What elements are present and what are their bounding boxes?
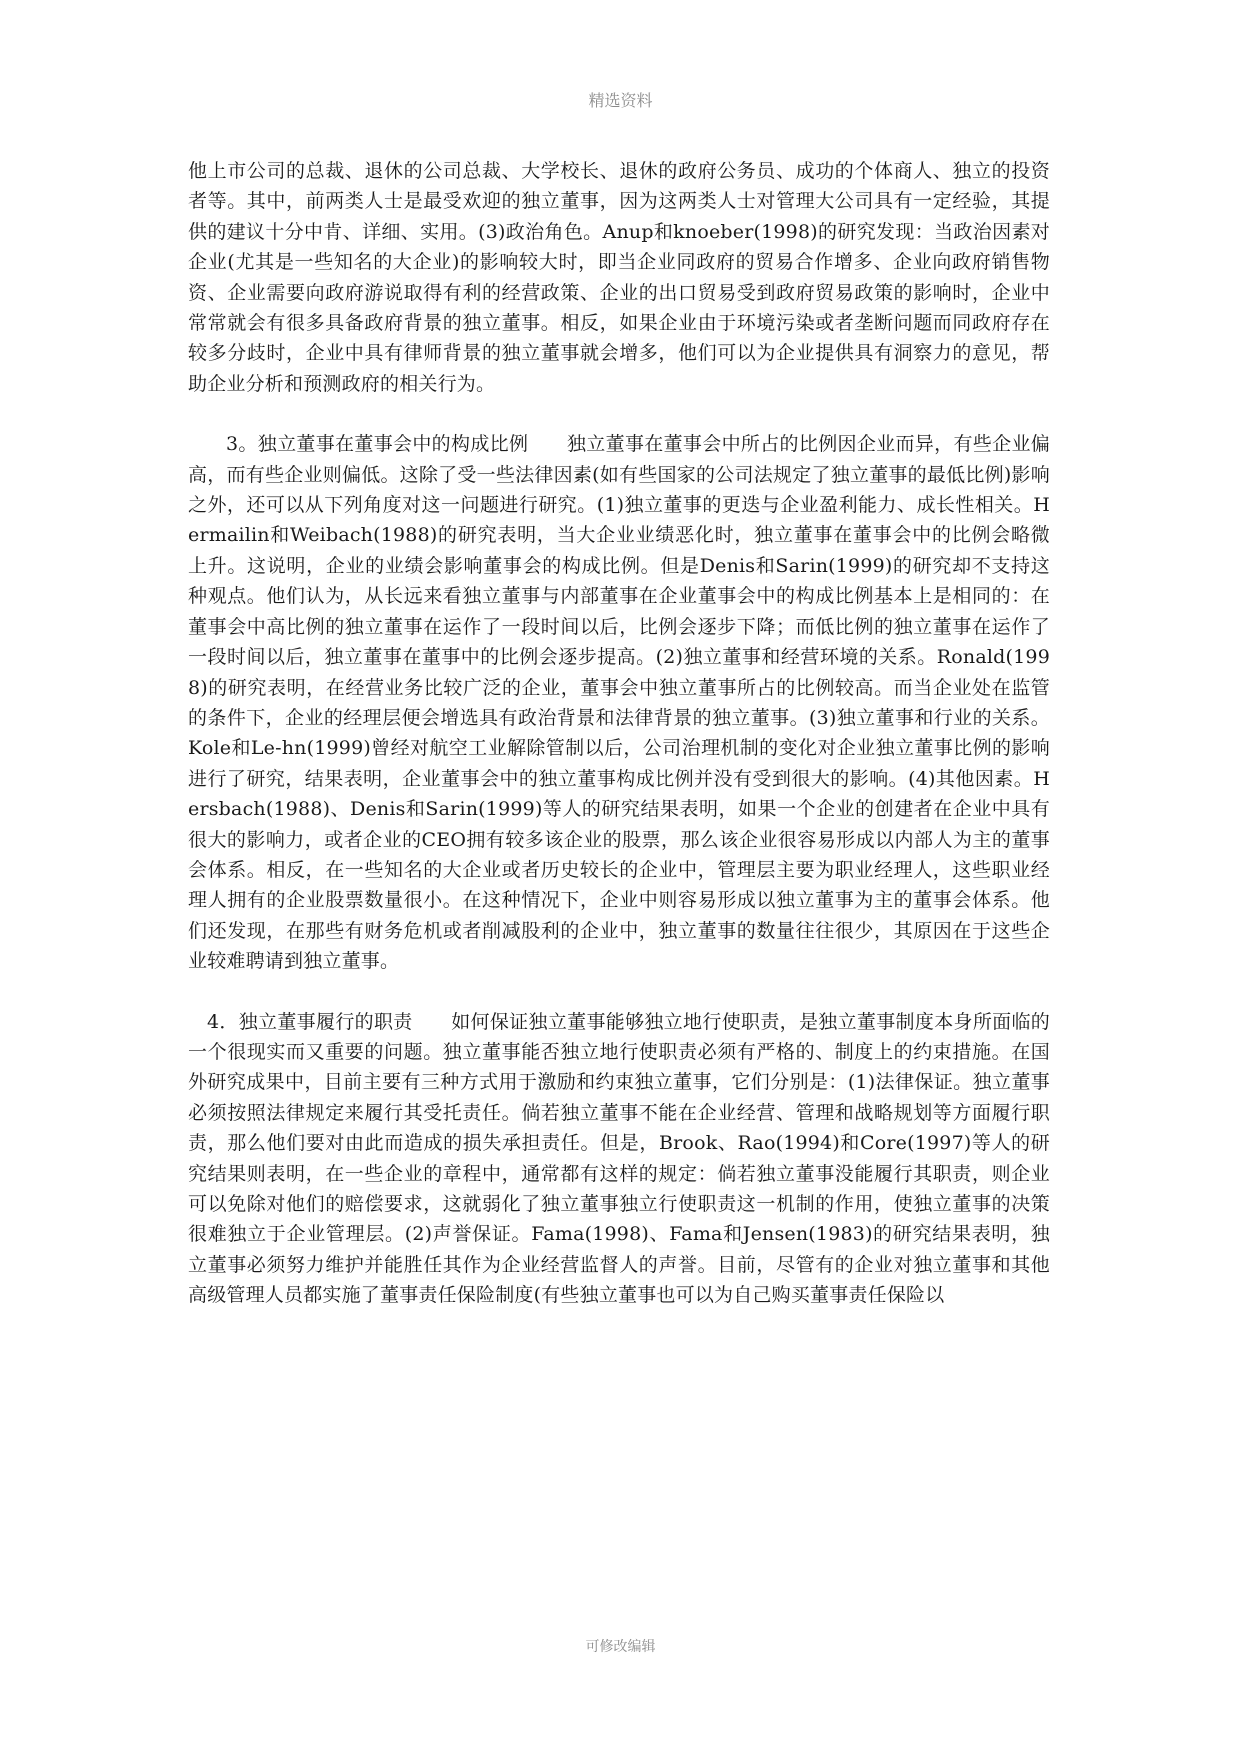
paragraph-political-role: 他上市公司的总裁、退休的公司总裁、大学校长、退休的政府公务员、成功的个体商人、独立的投资者等。其中，前两类人士是最受欢迎的独立董事，因为这两类人士对管理大公司具有一定经验，其提供的建议十分中肯、详细、实用。(3)政治角色。Anup和knoeber(1998)的研究发现：当政治因素对企业(尤其是一些知名的大企业)的影响较大时，即当企业同政府的贸易合作增多、企业向政府销售物资、企业需要向政府游说取得有利的经营政策、企业的出口贸易受到政府贸易政策的影响时，企业中常常就会有很多具备政府背景的独立董事。相反，如果企业由于环境污染或者垄断问题而同政府存在较多分歧时，企业中具有律师背景的独立董事就会增多，他们可以为企业提供具有洞察力的意见，帮助企业分析和预测政府的相关行为。 — [188, 160, 1050, 395]
page-header: 精选资料 — [588, 91, 653, 110]
paragraph-board-composition: 3。独立董事在董事会中的构成比例 独立董事在董事会中所占的比例因企业而异，有些企业偏高，而有些企业则偏低。这除了受一些法律因素(如有些国家的公司法规定了独立董事的最低比例)影响之外，还可以从下列角度对这一问题进行研究。(1)独立董事的更迭与企业盈利能力、成长性相关。Hermailin和Weibach(1988)的研究表明，当大企业业绩恶化时，独立董事在董事会中的比例会略微上升。这说明，企业的业绩会影响董事会的构成比例。但是Denis和Sarin(1999)的研究却不支持这种观点。他们认为，从长远来看独立董事与内部董事在企业董事会中的构成比例基本上是相同的：在董事会中高比例的独立董事在运作了一段时间以后，比例会逐步下降；而低比例的独立董事在运作了一段时间以后，独立董事在董事中的比例会逐步提高。(2)独立董事和经营环境的关系。Ronald(1998)的研究表明，在经营业务比较广泛的企业，董事会中独立董事所占的比例较高。而当企业处在监管的条件下，企业的经理层便会增选具有政治背景和法律背景的独立董事。(3)独立董事和行业的关系。Kole和Le-hn(1999)曾经对航空工业解除管制以后，公司治理机制的变化对企业独立董事比例的影响进行了研究，结果表明，企业董事会中的独立董事构成比例并没有受到很大的影响。(4)其他因素。Hersbach(1988)、Denis和Sarin(1999)等人的研究结果表明，如果一个企业的创建者在企业中具有很大的影响力，或者企业的CEO拥有较多该企业的股票，那么该企业很容易形成以内部人为主的董事会体系。相反，在一些知名的大企业或者历史较长的企业中，管理层主要为职业经理人，这些职业经理人拥有的企业股票数量很小。在这种情况下，企业中则容易形成以独立董事为主的董事会体系。他们还发现，在那些有财务危机或者削减股利的企业中，独立董事的数量往往很少，其原因在于这些企业较难聘请到独立董事。 — [188, 433, 1050, 973]
page-footer: 可修改编辑 — [585, 1639, 656, 1655]
paragraph-director-duties: 4．独立董事履行的职责 如何保证独立董事能够独立地行使职责，是独立董事制度本身所面临的一个很现实而又重要的问题。独立董事能否独立地行使职责必须有严格的、制度上的约束措施。在国外研究成果中，目前主要有三种方式用于激励和约束独立董事，它们分别是：(1)法律保证。独立董事必须按照法律规定来履行其受托责任。倘若独立董事不能在企业经营、管理和战略规划等方面履行职责，那么他们要对由此而造成的损失承担责任。但是，Brook、Rao(1994)和Core(1997)等人的研究结果则表明，在一些企业的章程中，通常都有这样的规定：倘若独立董事没能履行其职责，则企业可以免除对他们的赔偿要求，这就弱化了独立董事独立行使职责这一机制的作用，使独立董事的决策很难独立于企业管理层。(2)声誉保证。Fama(1998)、Fama和Jensen(1983)的研究结果表明，独立董事必须努力维护并能胜任其作为企业经营监督人的声誉。目前，尽管有的企业对独立董事和其他高级管理人员都实施了董事责任保险制度(有些独立董事也可以为自己购买董事责任保险以 — [188, 1010, 1050, 1307]
document-body — [188, 156, 1050, 1311]
